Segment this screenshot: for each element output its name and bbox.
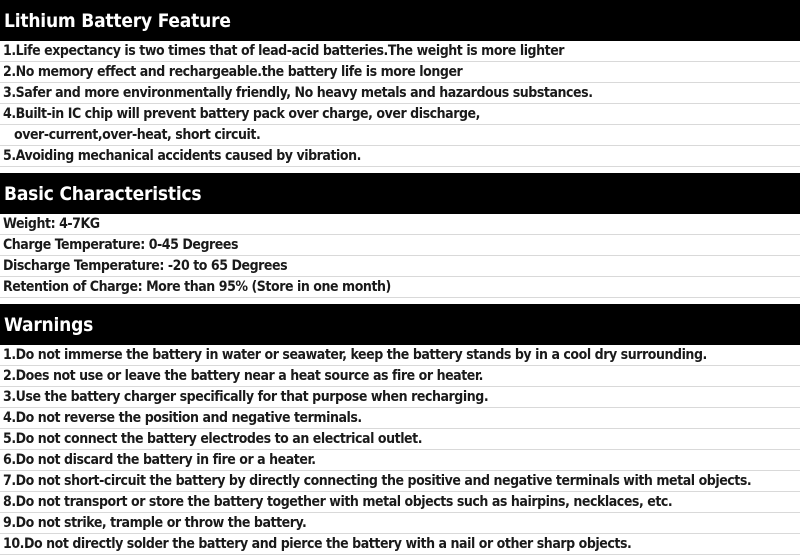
warning-row: 3.Use the battery charger specifically for that purpose when recharging. (0, 387, 800, 408)
feature-row: 2.No memory effect and rechargeable.the battery life is more longer (0, 62, 800, 83)
characteristic-row: Retention of Charge: More than 95% (Store in one month) (0, 277, 800, 298)
section-header: Lithium Battery Feature (0, 0, 800, 41)
section-header: Warnings (0, 304, 800, 345)
characteristic-row: Charge Temperature: 0-45 Degrees (0, 235, 800, 256)
warning-row: 7.Do not short-circuit the battery by directly connecting the positive and negative terminals with metal objects. (0, 471, 800, 492)
section-header: Basic Characteristics (0, 173, 800, 214)
section-lithium-battery-feature (0, 0, 800, 167)
feature-row: 3.Safer and more environmentally friendly, No heavy metals and hazardous substances. (0, 83, 800, 104)
warning-row: 6.Do not discard the battery in fire or a heater. (0, 450, 800, 471)
warning-row: 10.Do not directly solder the battery and pierce the battery with a nail or other sharp objects. (0, 534, 800, 555)
feature-row: 4.Built-in IC chip will prevent battery pack over charge, over discharge, (0, 104, 800, 125)
warning-row: 5.Do not connect the battery electrodes to an electrical outlet. (0, 429, 800, 450)
warning-row: 4.Do not reverse the position and negative terminals. (0, 408, 800, 429)
characteristic-row: Weight: 4-7KG (0, 214, 800, 235)
warning-row: 8.Do not transport or store the battery together with metal objects such as hairpins, necklaces, etc. (0, 492, 800, 513)
section-warnings (0, 304, 800, 555)
warning-row: 1.Do not immerse the battery in water or seawater, keep the battery stands by in a cool dry surrounding. (0, 345, 800, 366)
feature-row: 1.Life expectancy is two times that of lead-acid batteries.The weight is more lighter (0, 41, 800, 62)
section-basic-characteristics (0, 173, 800, 298)
warning-row: 2.Does not use or leave the battery near a heat source as fire or heater. (0, 366, 800, 387)
feature-row-continuation: over-current,over-heat, short circuit. (0, 125, 800, 146)
characteristic-row: Discharge Temperature: -20 to 65 Degrees (0, 256, 800, 277)
warning-row: 9.Do not strike, trample or throw the battery. (0, 513, 800, 534)
feature-row: 5.Avoiding mechanical accidents caused by vibration. (0, 146, 800, 167)
